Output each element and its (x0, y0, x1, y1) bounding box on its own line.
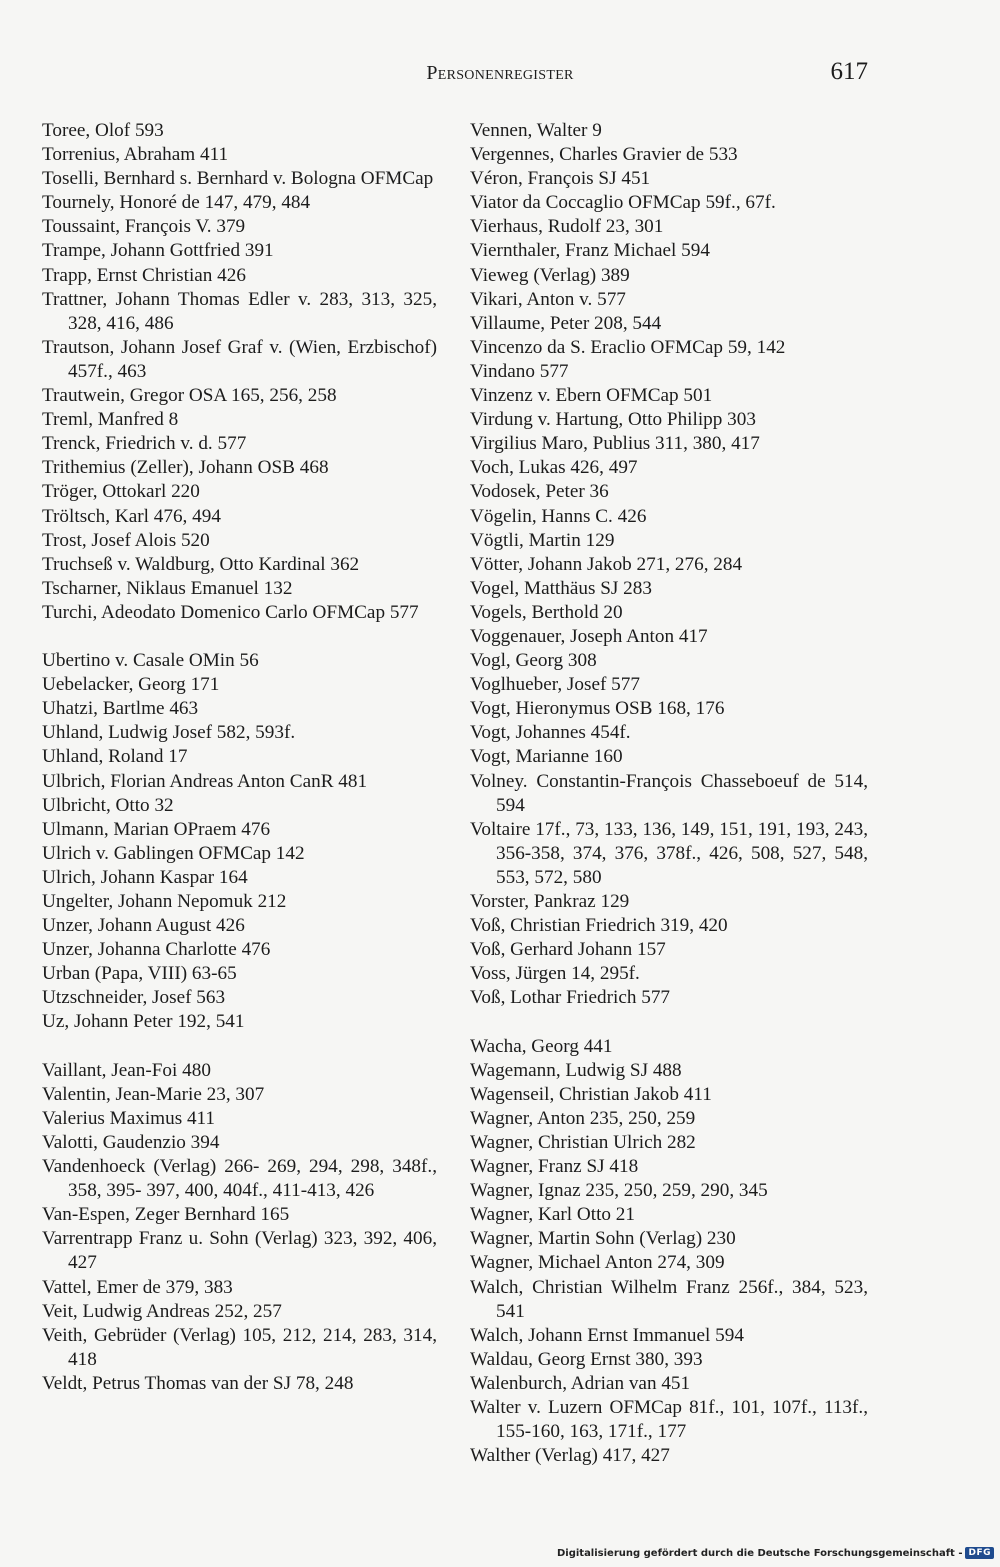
index-entry: Trautson, Johann Josef Graf v. (Wien, Erzbischof) 457f., 463 (42, 336, 437, 382)
index-entry: Waldau, Georg Ernst 380, 393 (470, 1348, 703, 1370)
index-entry: Wagenseil, Christian Jakob 411 (470, 1083, 712, 1105)
index-entry: Tröltsch, Karl 476, 494 (42, 505, 221, 527)
index-entry: Toselli, Bernhard s. Bernhard v. Bologna OFMCap (42, 168, 434, 190)
index-entry: Ungelter, Johann Nepomuk 212 (42, 891, 287, 912)
index-entry: Vandenhoeck (Verlag) 266- 269, 294, 298, 348f., 358, 395- 397, 400, 404f., 411-413, 426 (42, 1156, 437, 1202)
index-entry: Vattel, Emer de 379, 383 (42, 1276, 233, 1298)
page-number: 617 (830, 58, 868, 85)
index-entry: Vötter, Johann Jakob 271, 276, 284 (470, 553, 743, 575)
index-column-left (42, 119, 437, 1396)
index-entry: Trattner, Johann Thomas Edler v. 283, 313, 325, 328, 416, 486 (42, 288, 437, 334)
index-entry: Wagner, Christian Ulrich 282 (470, 1131, 696, 1153)
index-entry: Trithemius (Zeller), Johann OSB 468 (42, 457, 329, 479)
index-entry: Vögelin, Hanns C. 426 (470, 505, 647, 527)
index-entry: Valerius Maximus 411 (42, 1107, 216, 1129)
index-entry: Voß, Lothar Friedrich 577 (470, 987, 671, 1009)
index-entry: Ulbrich, Florian Andreas Anton CanR 481 (42, 770, 368, 792)
index-entry: Varrentrapp Franz u. Sohn (Verlag) 323, 392, 406, 427 (42, 1228, 437, 1274)
index-entry: Walenburch, Adrian van 451 (470, 1372, 691, 1394)
index-entry: Trost, Josef Alois 520 (42, 529, 210, 551)
index-entry: Voß, Christian Friedrich 319, 420 (470, 915, 728, 937)
index-entry: Torrenius, Abraham 411 (42, 144, 229, 166)
index-entry: Villaume, Peter 208, 544 (470, 312, 662, 334)
index-entry: Wagner, Martin Sohn (Verlag) 230 (470, 1228, 736, 1250)
index-entry: Uhland, Roland 17 (42, 746, 188, 768)
index-entry: Vieweg (Verlag) 389 (470, 264, 630, 286)
index-entry: Utzschneider, Josef 563 (42, 987, 226, 1009)
index-entry: Ubertino v. Casale OMin 56 (42, 650, 259, 672)
index-entry: Wagner, Michael Anton 274, 309 (470, 1252, 725, 1274)
index-column-right (470, 119, 868, 1468)
index-entry: Uhland, Ludwig Josef 582, 593f. (42, 722, 296, 744)
index-entry: Ulrich, Johann Kaspar 164 (42, 866, 248, 888)
index-entry: Veit, Ludwig Andreas 252, 257 (42, 1300, 282, 1322)
index-entry: Vogel, Matthäus SJ 283 (470, 577, 652, 599)
index-entry: Tournely, Honoré de 147, 479, 484 (42, 192, 311, 214)
index-entry: Viernthaler, Franz Michael 594 (470, 240, 710, 262)
letter-group-gap (470, 1010, 868, 1034)
index-entry: Trapp, Ernst Christian 426 (42, 264, 246, 286)
index-entry: Viator da Coccaglio OFMCap 59f., 67f. (470, 192, 776, 214)
index-entry: Wagner, Anton 235, 250, 259 (470, 1107, 696, 1129)
index-entry: Trenck, Friedrich v. d. 577 (42, 433, 247, 455)
index-entry: Vogels, Berthold 20 (470, 601, 623, 623)
index-entry: Uz, Johann Peter 192, 541 (42, 1011, 245, 1033)
index-entry: Walter v. Luzern OFMCap 81f., 101, 107f., 113f., 155-160, 163, 171f., 177 (470, 1396, 868, 1443)
index-entry: Valentin, Jean-Marie 23, 307 (42, 1083, 265, 1105)
index-entry: Volney. Constantin-François Chasseboeuf de 514, 594 (470, 770, 868, 816)
index-entry: Voch, Lukas 426, 497 (470, 457, 638, 479)
index-entry: Vodosek, Peter 36 (470, 481, 609, 503)
index-entry: Virgilius Maro, Publius 311, 380, 417 (470, 433, 760, 455)
index-entry: Walch, Christian Wilhelm Franz 256f., 384, 523, 541 (470, 1276, 868, 1322)
page-header (0, 60, 1000, 90)
running-title: Personenregister (426, 62, 574, 84)
index-entry: Voggenauer, Joseph Anton 417 (470, 625, 708, 647)
index-entry: Unzer, Johann August 426 (42, 915, 245, 937)
index-entry: Tscharner, Niklaus Emanuel 132 (42, 577, 293, 599)
index-entry: Walther (Verlag) 417, 427 (470, 1445, 670, 1467)
index-entry: Turchi, Adeodato Domenico Carlo OFMCap 577 (42, 601, 419, 623)
index-entry: Vikari, Anton v. 577 (470, 288, 626, 310)
index-entry: Voß, Gerhard Johann 157 (470, 939, 666, 961)
index-entry: Toussaint, François V. 379 (42, 216, 246, 238)
index-entry: Véron, François SJ 451 (470, 168, 651, 190)
index-entry: Van-Espen, Zeger Bernhard 165 (42, 1204, 290, 1226)
index-entry: Voltaire 17f., 73, 133, 136, 149, 151, 191, 193, 243, 356-358, 374, 376, 378f., 426, 508, 527, 548, 553, 572, 580 (470, 818, 868, 888)
index-entry: Vennen, Walter 9 (470, 120, 602, 141)
footer (557, 1545, 994, 1561)
index-entry: Trampe, Johann Gottfried 391 (42, 240, 274, 262)
index-entry: Ulrich v. Gablingen OFMCap 142 (42, 842, 305, 864)
index-entry: Vorster, Pankraz 129 (470, 891, 630, 912)
index-entry: Uhatzi, Bartlme 463 (42, 698, 199, 720)
index-entry: Wacha, Georg 441 (470, 1035, 613, 1057)
index-entry: Virdung v. Hartung, Otto Philipp 303 (470, 409, 756, 431)
index-entry: Vindano 577 (470, 360, 569, 382)
index-entry: Urban (Papa, VIII) 63-65 (42, 963, 237, 985)
index-entry: Walch, Johann Ernst Immanuel 594 (470, 1324, 744, 1346)
index-entry: Voglhueber, Josef 577 (470, 674, 640, 696)
index-entry: Vinzenz v. Ebern OFMCap 501 (470, 385, 713, 407)
index-entry: Vogl, Georg 308 (470, 650, 597, 672)
letter-group-gap (42, 625, 437, 649)
index-entry: Vogt, Marianne 160 (470, 746, 623, 768)
index-entry: Vincenzo da S. Eraclio OFMCap 59, 142 (470, 336, 786, 358)
index-entry: Ulbricht, Otto 32 (42, 794, 174, 816)
index-entry: Treml, Manfred 8 (42, 409, 179, 431)
index-entry: Toree, Olof 593 (42, 120, 164, 141)
index-entry: Trautwein, Gregor OSA 165, 256, 258 (42, 385, 337, 407)
index-entry: Vögtli, Martin 129 (470, 529, 615, 551)
index-entry: Vogt, Hieronymus OSB 168, 176 (470, 698, 725, 720)
dfg-logo: DFG (965, 1547, 994, 1559)
index-entry: Wagemann, Ludwig SJ 488 (470, 1059, 682, 1081)
index-entry: Voss, Jürgen 14, 295f. (470, 963, 640, 985)
index-entry: Vierhaus, Rudolf 23, 301 (470, 216, 664, 238)
index-entry: Truchseß v. Waldburg, Otto Kardinal 362 (42, 553, 360, 575)
index-entry: Wagner, Franz SJ 418 (470, 1156, 639, 1178)
index-entry: Veith, Gebrüder (Verlag) 105, 212, 214, 283, 314, 418 (42, 1324, 437, 1370)
index-entry: Tröger, Ottokarl 220 (42, 481, 200, 503)
index-entry: Wagner, Ignaz 235, 250, 259, 290, 345 (470, 1180, 768, 1202)
index-entry: Wagner, Karl Otto 21 (470, 1204, 635, 1226)
index-entry: Veldt, Petrus Thomas van der SJ 78, 248 (42, 1372, 354, 1394)
index-entry: Valotti, Gaudenzio 394 (42, 1131, 220, 1153)
funding-credit: Digitalisierung gefördert durch die Deutsche Forschungsgemeinschaft - (556, 1547, 963, 1559)
index-entry: Vogt, Johannes 454f. (470, 722, 631, 744)
letter-group-gap (42, 1035, 437, 1059)
index-entry: Vergennes, Charles Gravier de 533 (470, 144, 738, 166)
index-entry: Ulmann, Marian OPraem 476 (42, 818, 271, 840)
index-entry: Vaillant, Jean-Foi 480 (42, 1059, 211, 1081)
index-entry: Uebelacker, Georg 171 (42, 674, 220, 696)
index-entry: Unzer, Johanna Charlotte 476 (42, 939, 271, 961)
